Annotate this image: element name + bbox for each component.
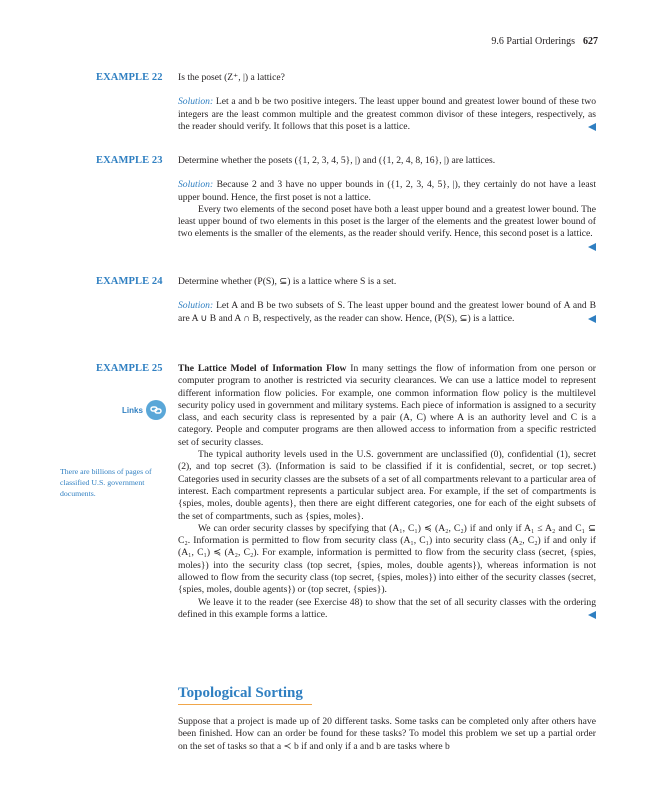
page-number: 627 (583, 36, 598, 47)
example-25-para3: We can order security classes by specifying that (A₁, C₁) ≼ (A₂, C₂) if and only if A₁ ≤ A₂ and C₁ ⊆ C₂. Information is permitted to flow from security class (A₁, C₁) into security class (A₂, C₂) if and only if (A₁, C₁) ≼ (A₂, C₂). For example, information is permitted to flow from the security class (secret, {spies, moles}) into the security class (top secret, {spies, moles, double agents}), whereas information is not allowed to flow from the security class (top secret, {spies, moles}) into either of the security classes (secret, {spies, moles, double agents}) or (top secret, {spies}). (178, 522, 596, 596)
end-of-example-icon (588, 123, 596, 131)
example-24-question: Determine whether (P(S), ⊆) is a lattice where S is a set. (178, 276, 397, 287)
example-22-label: EXAMPLE 22 (96, 72, 163, 83)
example-25-label: EXAMPLE 25 (96, 363, 163, 374)
example-24-body (178, 276, 596, 325)
example-23-label: EXAMPLE 23 (96, 155, 163, 166)
example-22-body (178, 72, 596, 133)
end-of-example-icon (588, 315, 596, 323)
example-24-solution: Solution: Let A and B be two subsets of S. The least upper bound and the greatest lower bound of A and B are A ∪ B and A ∩ B, respectively, as the reader can show. Hence, (P(S), ⊆) is a lattice. (178, 300, 596, 324)
example-23-solution: Solution: Because 2 and 3 have no upper bounds in ({1, 2, 3, 4, 5}, |), they certainly do not have a least upper bound. Hence, the first poset is not a lattice. (178, 179, 596, 203)
example-23-para2: Every two elements of the second poset have both a least upper bound and a greatest lower bound. The least upper bound of two elements in this poset is the larger of the elements and the greatest lower bound of two elements is the smaller of the elements, as the reader should verify. Hence, this second poset is a lattice. (178, 204, 596, 241)
section-heading: 9.6 Partial Orderings (491, 36, 575, 47)
links-label: Links (122, 405, 143, 415)
margin-note: There are billions of pages of classified U.S. government documents. (60, 467, 152, 498)
section-title: Topological Sorting (178, 685, 303, 701)
example-25-para1: The Lattice Model of Information Flow In many settings the flow of information from one person or computer program to another is restricted via security clearances. We can use a lattice model to represent different information flow policies. For example, one common information flow policy is the multilevel security policy used in government and military systems. Each piece of information is assigned to a security class, and each security class is represented by a pair (A, C) where A is an authority level and C is a category. People and computer programs are then allowed access to information from a specific restricted set of security classes. (178, 363, 596, 448)
example-25-body (178, 363, 596, 621)
running-header (491, 36, 598, 47)
example-25-para4: We leave it to the reader (see Exercise 48) to show that the set of all security classes with the ordering defined in this example forms a lattice. (178, 596, 596, 620)
example-23-body (178, 155, 596, 251)
end-of-example-icon (588, 243, 596, 251)
example-25-para2: The typical authority levels used in the U.S. government are unclassified (0), confidential (1), secret (2), and top secret (3). (Information is said to be classified if it is confidential, secret, or top secret.) Categories used in security classes are the subsets of a set of all compartments relevant to a particular area of interest. Each compartment represents a particular subject area. For example, if the set of compartments is {spies, moles, double agents}, then there are eight different categories, one for each of the eight subsets of the set of compartments, such as {spies, moles}. (178, 449, 596, 522)
links-marker[interactable] (122, 400, 166, 420)
links-icon (146, 400, 166, 420)
example-22-solution: Solution: Let a and b be two positive integers. The least upper bound and greatest lower bound of these two integers are the least common multiple and the greatest common divisor of these integers, respectively, as the reader should verify. It follows that this poset is a lattice. (178, 96, 596, 132)
end-of-example-icon (588, 611, 596, 619)
section-rule (178, 704, 312, 705)
example-24-label: EXAMPLE 24 (96, 276, 163, 287)
example-22-question: Is the poset (Z⁺, |) a lattice? (178, 72, 285, 83)
section-intro: Suppose that a project is made up of 20 different tasks. Some tasks can be completed only after others have been finished. How can an order be found for these tasks? To model this problem we set up a partial order on the set of tasks so that a ≺ b if and only if a and b are tasks where b (178, 716, 596, 752)
example-23-question: Determine whether the posets ({1, 2, 3, 4, 5}, |) and ({1, 2, 4, 8, 16}, |) are lattices. (178, 155, 496, 166)
